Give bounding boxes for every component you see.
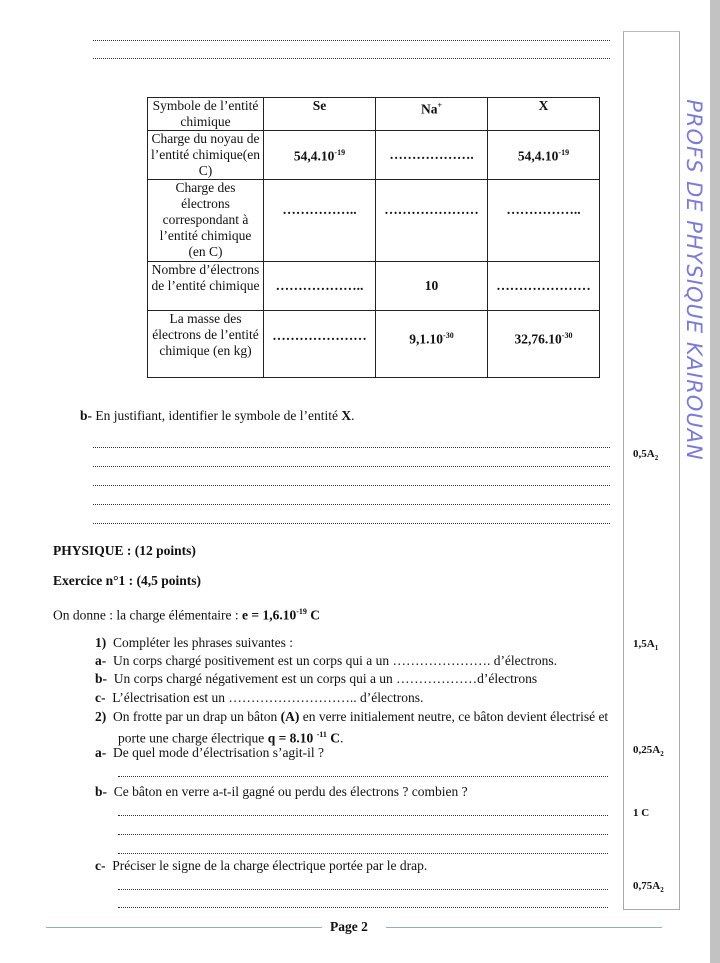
score-label: 1 C (633, 807, 650, 819)
question-2-line2: porte une charge électrique q = 8.10 $^{-11}$ C. (118, 730, 344, 746)
cell: $54,4.10^{-19}$ (264, 131, 376, 180)
page-number: Page 2 (330, 919, 368, 934)
exercise-title: Exercice n°1 : (4,5 points) (53, 573, 202, 588)
question-b: b- En justifiant, identifier le symbole de l’entité X. (80, 408, 355, 423)
header-x: X (488, 98, 600, 131)
answer-line (118, 776, 608, 777)
answer-line (93, 447, 610, 448)
question-1: 1) Compléter les phrases suivantes : (95, 635, 293, 650)
score-label: $1,5A_1$ (633, 638, 659, 653)
question-2b: b- Ce bâton en verre a-t-il gagné ou perdu des électrons ? combien ? (95, 784, 468, 799)
answer-line (93, 466, 610, 467)
answer-line (93, 58, 610, 59)
cell: ………………. (376, 131, 488, 180)
score-label: $0,25A_2$ (633, 744, 664, 759)
answer-line (93, 504, 610, 505)
answer-line (118, 889, 608, 890)
given-data: On donne : la charge élémentaire : $e = 1,6.10^{-19}$ C (53, 607, 321, 623)
right-margin-bar (710, 0, 720, 963)
answer-line (93, 523, 610, 524)
answer-line (93, 485, 610, 486)
header-se: Se (264, 98, 376, 131)
answer-line (118, 815, 608, 816)
cell: …………….. (264, 180, 376, 262)
row-label: Charge des électrons correspondant à l’entité chimique (en C) (148, 180, 264, 262)
cell: ………………… (264, 311, 376, 378)
answer-line (93, 40, 610, 41)
footer-rule (386, 927, 662, 928)
answer-line (118, 834, 608, 835)
watermark: PROFS DE PHYSIQUE KAIROUAN (682, 99, 706, 461)
answer-line (118, 907, 608, 908)
question-2c: c- Préciser le signe de la charge électrique portée par le drap. (95, 858, 428, 873)
answer-line (118, 853, 608, 854)
cell: ……………….. (264, 262, 376, 311)
row-label: La masse des électrons de l’entité chimique (en kg) (148, 311, 264, 378)
question-1b: b- Un corps chargé négativement est un corps qui a un ………………d’électrons (95, 671, 538, 686)
question-1c: c- L’électrisation est un ……………………….. d’électrons. (95, 690, 424, 705)
question-2a: a- De quel mode d’électrisation s’agit-il ? (95, 745, 325, 760)
cell: $9,1.10^{-30}$ (376, 311, 488, 378)
physique-title: PHYSIQUE : (12 points) (53, 543, 196, 558)
row-label: Charge du noyau de l’entité chimique(en C) (148, 131, 264, 180)
score-column (623, 31, 680, 910)
score-label: $0,75A_2$ (633, 880, 664, 895)
question-1a: a- Un corps chargé positivement est un corps qui a un …………………. d’électrons. (95, 653, 558, 668)
cell: ………………… (488, 262, 600, 311)
cell: 10 (376, 262, 488, 311)
question-2: 2) On frotte par un drap un bâton (A) en verre initialement neutre, ce bâton devient électrisé et (95, 709, 609, 724)
score-label: $0,5A_2$ (633, 448, 659, 463)
header-label: Symbole de l’entité chimique (148, 98, 264, 131)
cell: $54,4.10^{-19}$ (488, 131, 600, 180)
cell: $32,76.10^{-30}$ (488, 311, 600, 378)
cell: ………………… (376, 180, 488, 262)
row-label: Nombre d’électrons de l’entité chimique (148, 262, 264, 311)
entity-table (147, 97, 600, 378)
header-na: Na+ (376, 98, 488, 131)
footer-rule (46, 927, 322, 928)
cell: …………….. (488, 180, 600, 262)
